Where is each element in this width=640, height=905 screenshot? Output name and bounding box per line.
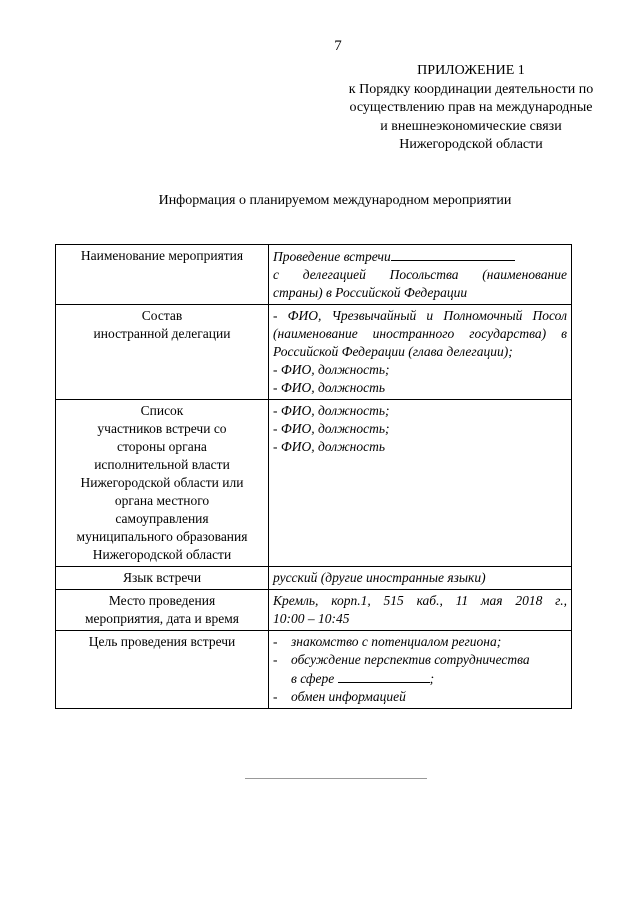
value-text: в сфере <box>291 671 335 686</box>
table-row <box>56 305 572 400</box>
appendix-line: и внешнеэкономические связи <box>380 118 562 134</box>
value-word: 11 <box>455 593 469 608</box>
value-word: 515 <box>383 593 404 608</box>
purpose-list <box>273 633 567 706</box>
value-word: мая <box>480 593 503 608</box>
value-text: Проведение встречи <box>273 249 391 264</box>
value-text: ; <box>429 671 435 686</box>
footer-divider <box>245 778 427 779</box>
row-value-purpose <box>269 631 572 709</box>
row-label <box>56 590 269 631</box>
appendix-line: к Порядку координации деятельности по <box>348 81 594 97</box>
appendix-line: осуществлению прав на международные <box>349 100 593 115</box>
list-item-text: знакомство с потенциалом региона; <box>291 634 502 649</box>
row-label: Язык встречи <box>56 567 269 590</box>
value-word: (наименование <box>482 267 567 282</box>
value-word: Посольства <box>389 267 459 282</box>
value-text: - ФИО, должность; <box>273 403 390 418</box>
value-text: обсуждение перспектив сотрудничества <box>291 652 530 667</box>
row-label <box>56 305 269 400</box>
table-row <box>56 631 572 709</box>
value-text: - ФИО, должность <box>273 439 385 454</box>
table-row <box>56 400 572 567</box>
row-value-event-name <box>269 245 572 305</box>
value-text: - ФИО, должность; <box>273 362 390 377</box>
blank-underline <box>338 669 430 683</box>
label-line: самоуправления <box>115 511 209 526</box>
list-item-text: обмен информацией <box>291 689 406 704</box>
label-line: иностранной делегации <box>93 326 231 341</box>
value-word: г., <box>555 593 567 608</box>
appendix-line: Нижегородской области <box>399 137 543 152</box>
value-word: каб., <box>416 593 443 608</box>
justified-line <box>291 651 567 669</box>
label-line: Список <box>140 403 184 418</box>
justified-line <box>273 266 567 284</box>
value-word: с <box>273 267 279 282</box>
row-value-language: русский (другие иностранные языки) <box>269 567 572 590</box>
table-row <box>56 567 572 590</box>
label-line: органа местного <box>114 493 210 508</box>
dash-marker: - <box>273 689 278 704</box>
row-value-participants <box>269 400 572 567</box>
value-text: страны) в Российской Федерации <box>273 285 468 300</box>
label-line: Нижегородской области <box>92 547 232 562</box>
row-label: Наименование мероприятия <box>56 245 269 305</box>
value-word: корп.1, <box>331 593 371 608</box>
row-label <box>56 400 269 567</box>
label-line: мероприятия, дата и время <box>85 611 239 626</box>
label-line: Место проведения <box>108 593 216 608</box>
row-value-place-date <box>269 590 572 631</box>
row-label: Цель проведения встречи <box>56 631 269 709</box>
value-word: 2018 <box>515 593 543 608</box>
document-title: Информация о планируемом международном мероприятии <box>158 193 512 208</box>
list-item <box>273 633 567 651</box>
value-text: 10:00 – 10:45 <box>273 611 350 626</box>
appendix-header <box>326 62 616 155</box>
page-number: 7 <box>334 38 342 54</box>
value-text: - ФИО, Чрезвычайный и Полномочный Посол (наименование иностранного государства) в Российской Федерации (глава делегации); <box>273 308 567 359</box>
value-word: Кремль, <box>273 593 319 608</box>
table-row <box>56 245 572 305</box>
dash-marker: - <box>273 634 278 649</box>
value-text: - ФИО, должность; <box>273 421 390 436</box>
label-line: исполнительной власти <box>94 457 230 472</box>
justified-line <box>273 592 567 610</box>
blank-underline <box>391 247 515 261</box>
row-value-delegation <box>269 305 572 400</box>
label-line: Состав <box>141 308 183 323</box>
label-line: участников встречи со <box>97 421 227 436</box>
appendix-title: ПРИЛОЖЕНИЕ 1 <box>417 63 525 78</box>
table-row <box>56 590 572 631</box>
label-line: муниципального образования <box>76 529 248 544</box>
list-item <box>273 688 567 706</box>
list-item-text <box>291 651 567 688</box>
list-item <box>273 651 567 688</box>
label-line: стороны органа <box>117 439 207 454</box>
dash-marker: - <box>273 652 278 667</box>
label-line: Нижегородской области или <box>80 475 244 490</box>
value-word: делегацией <box>302 267 366 282</box>
value-text: - ФИО, должность <box>273 380 385 395</box>
event-info-table <box>55 244 572 709</box>
